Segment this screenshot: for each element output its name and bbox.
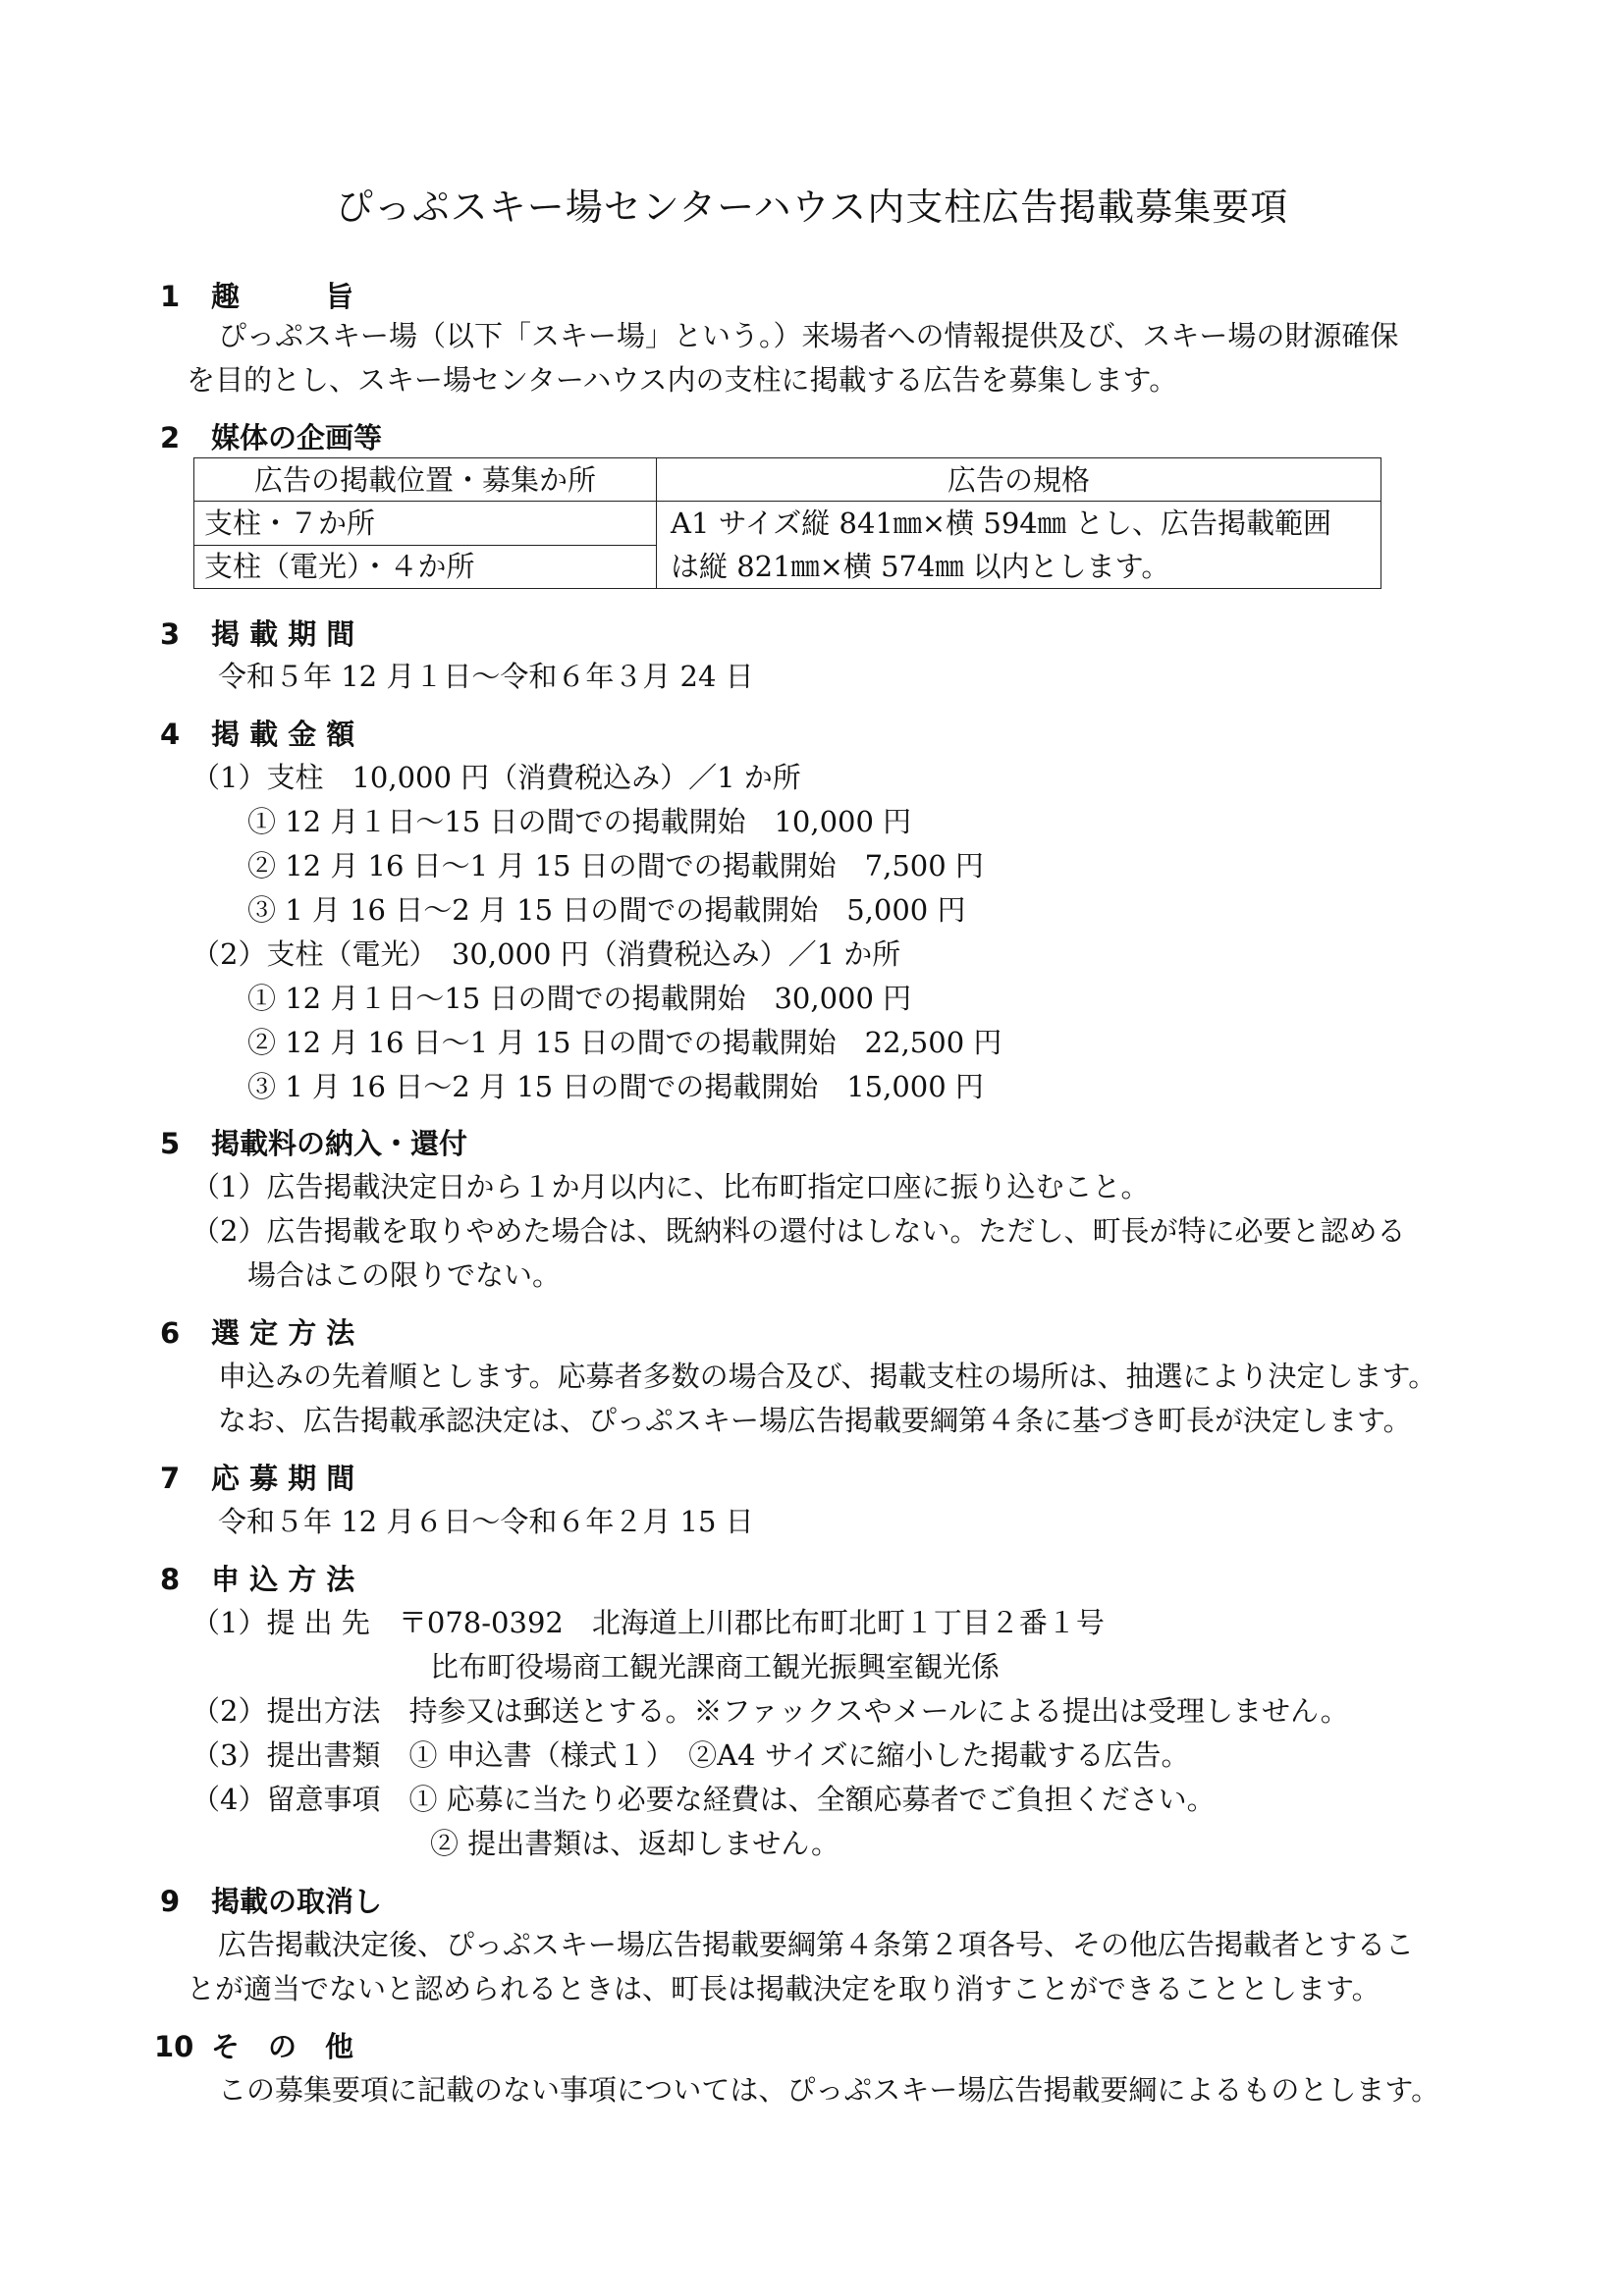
section-title: 媒体の企画等 (211, 421, 383, 454)
section-4-heading (160, 713, 354, 756)
spec-line: A1 サイズ縦 841㎜×横 594㎜ とし、広告掲載範囲 (671, 507, 1331, 540)
section-9-text: とが適当でないと認められるときは、町長は掲載決定を取り消すことができることとします。 (187, 1972, 1380, 2005)
application-item: 比布町役場商工観光課商工観光振興室観光係 (430, 1650, 1001, 1683)
application-item: ② 提出書類は、返却しません。 (430, 1827, 839, 1860)
section-8-heading (160, 1558, 354, 1601)
fee-subitem: ③ 1 月 16 日～2 月 15 日の間での掲載開始 5,000 円 (247, 893, 966, 927)
section-number: 10 (154, 2030, 194, 2063)
fee-subitem: ① 12 月１日～15 日の間での掲載開始 10,000 円 (247, 805, 912, 838)
section-number: 2 (160, 421, 181, 454)
section-number: 6 (160, 1316, 181, 1350)
section-5-text: （2）広告掲載を取りやめた場合は、既納料の還付はしない。ただし、町長が特に必要と認める (191, 1214, 1406, 1248)
section-5-text: 場合はこの限りでない。 (247, 1258, 562, 1292)
application-item: （3）提出書類 ① 申込書（様式１） ②A4 サイズに縮小した掲載する広告。 (191, 1738, 1190, 1772)
section-number: 5 (160, 1127, 181, 1160)
media-spec-table (193, 457, 1381, 589)
section-1-text: を目的とし、スキー場センターハウス内の支柱に掲載する広告を募集します。 (187, 363, 1178, 397)
section-5-text: （1）広告掲載決定日から１か月以内に、比布町指定口座に振り込むこと。 (191, 1170, 1150, 1203)
table-cell-spec (657, 502, 1381, 589)
section-3-text: 令和５年 12 月１日～令和６年３月 24 日 (218, 660, 754, 693)
section-number: 4 (160, 718, 181, 751)
fee-item: （1）支柱 10,000 円（消費税込み）／1 か所 (191, 761, 801, 794)
table-header-cell: 広告の規格 (657, 458, 1381, 502)
section-title: 掲載の取消し (211, 1885, 383, 1918)
section-7-text: 令和５年 12 月６日～令和６年２月 15 日 (218, 1505, 754, 1538)
section-6-text: なお、広告掲載承認決定は、ぴっぷスキー場広告掲載要綱第４条に基づき町長が決定します。 (218, 1404, 1412, 1437)
section-title: 申 込 方 法 (211, 1563, 355, 1596)
application-item: （4）留意事項 ① 応募に当たり必要な経費は、全額応募者でご負担ください。 (191, 1783, 1216, 1816)
section-2-heading (160, 416, 382, 459)
section-number: 8 (160, 1563, 181, 1596)
fee-subitem: ① 12 月１日～15 日の間での掲載開始 30,000 円 (247, 982, 912, 1015)
table-header-cell: 広告の掲載位置・募集か所 (194, 458, 657, 502)
section-title: 掲 載 金 額 (211, 718, 355, 751)
section-1-heading (160, 275, 353, 318)
section-6-text: 申込みの先着順とします。応募者多数の場合及び、掲載支柱の場所は、抽選により決定します。 (218, 1360, 1437, 1393)
section-7-heading (160, 1457, 354, 1500)
spec-line: は縦 821㎜×横 574㎜ 以内とします。 (671, 550, 1170, 583)
section-1-text: ぴっぷスキー場（以下「スキー場」という。）来場者への情報提供及び、スキー場の財源確保 (218, 319, 1399, 352)
section-9-heading (160, 1880, 382, 1923)
table-header-row (194, 458, 1381, 502)
section-number: 3 (160, 617, 181, 651)
section-9-text: 広告掲載決定後、ぴっぷスキー場広告掲載要綱第４条第２項各号、その他広告掲載者とするこ (218, 1928, 1415, 1961)
section-number: 7 (160, 1462, 181, 1495)
table-row (194, 502, 1381, 546)
table-cell: 支柱（電光）・４か所 (194, 545, 657, 589)
section-10-text: この募集要項に記載のない事項については、ぴっぷスキー場広告掲載要綱によるものとします。 (218, 2073, 1440, 2107)
fee-item: （2）支柱（電光） 30,000 円（消費税込み）／1 か所 (191, 937, 901, 971)
application-item: （2）提出方法 持参又は郵送とする。※ファックスやメールによる提出は受理しません。 (191, 1694, 1349, 1728)
fee-subitem: ② 12 月 16 日～1 月 15 日の間での掲載開始 22,500 円 (247, 1026, 1002, 1059)
section-5-heading (160, 1122, 467, 1165)
section-title: 応 募 期 間 (211, 1462, 355, 1495)
table-cell: 支柱・７か所 (194, 502, 657, 546)
section-title: 掲載料の納入・還付 (211, 1127, 468, 1160)
section-title: そ の 他 (211, 2030, 354, 2063)
section-6-heading (160, 1311, 354, 1355)
section-title: 掲 載 期 間 (211, 617, 355, 651)
section-10-heading (154, 2025, 353, 2068)
document-title: ぴっぷスキー場センターハウス内支柱広告掲載募集要項 (335, 186, 1289, 229)
section-title: 趣 旨 (211, 280, 354, 313)
fee-subitem: ② 12 月 16 日～1 月 15 日の間での掲載開始 7,500 円 (247, 849, 984, 882)
section-3-heading (160, 613, 354, 656)
application-item: （1）提 出 先 〒078-0392 北海道上川郡比布町北町１丁目２番１号 (191, 1606, 1105, 1639)
section-title: 選 定 方 法 (211, 1316, 355, 1350)
section-number: 1 (160, 280, 181, 313)
section-number: 9 (160, 1885, 181, 1918)
fee-subitem: ③ 1 月 16 日～2 月 15 日の間での掲載開始 15,000 円 (247, 1070, 984, 1103)
